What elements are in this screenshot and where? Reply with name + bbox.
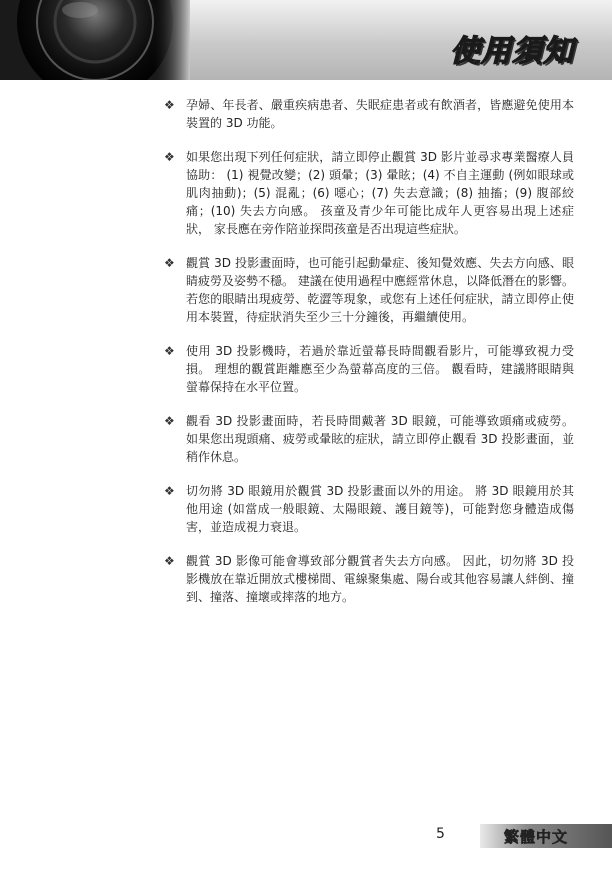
safety-notes-list [164, 96, 574, 622]
list-item [164, 342, 574, 396]
page-footer [0, 822, 612, 852]
language-tab [480, 824, 612, 848]
note-text: 觀賞 3D 影像可能會導致部分觀賞者失去方向感。 因此，切勿將 3D 投影機放在靠近開放式樓梯間、電線聚集處、陽台或其他容易讓人絆倒、撞到、撞落、撞壞或摔落的地方。 [186, 554, 574, 604]
page-header [0, 0, 612, 80]
diamond-bullet-icon: ❖ [164, 414, 175, 428]
diamond-bullet-icon: ❖ [164, 344, 175, 358]
note-text: 觀賞 3D 投影畫面時，也可能引起動暈症、後知覺效應、失去方向感、眼睛疲勞及姿勢不穩。 建議在使用過程中應經常休息，以降低潛在的影響。 若您的眼睛出現疲勞、乾澀等現象，或您有上述任何症狀，請立即停止使用本裝置，待症狀消失至少三十分鐘後，再繼續使用。 [186, 256, 574, 324]
list-item [164, 412, 574, 466]
list-item [164, 148, 574, 238]
list-item [164, 552, 574, 606]
page-title: 使用須知 [450, 34, 574, 69]
list-item [164, 96, 574, 132]
page-number: 5 [436, 826, 445, 842]
note-text: 切勿將 3D 眼鏡用於觀賞 3D 投影畫面以外的用途。 將 3D 眼鏡用於其他用途 (如當成一般眼鏡、太陽眼鏡、護目鏡等)，可能對您身體造成傷害，並造成視力衰退。 [186, 484, 574, 534]
note-text: 孕婦、年長者、嚴重疾病患者、失眠症患者或有飲酒者，皆應避免使用本裝置的 3D 功能。 [186, 98, 574, 130]
list-item [164, 482, 574, 536]
language-label: 繁體中文 [503, 828, 568, 846]
projector-lens-image [0, 0, 190, 80]
note-text: 如果您出現下列任何症狀，請立即停止觀賞 3D 影片並尋求專業醫療人員協助： (1) 視覺改變；(2) 頭暈；(3) 暈眩；(4) 不自主運動 (例如眼球或肌肉抽動)；(5) 混亂；(6) 噁心；(7) 失去意識；(8) 抽搐；(9) 腹部絞痛；(10) 失去方向感。 孩童及青少年可能比成年人更容易出現上述症狀， 家長應在旁作陪並探問孩童是否出現這些症狀。 [186, 150, 574, 236]
diamond-bullet-icon: ❖ [164, 554, 175, 568]
diamond-bullet-icon: ❖ [164, 98, 175, 112]
list-item [164, 254, 574, 326]
note-text: 觀看 3D 投影畫面時，若長時間戴著 3D 眼鏡，可能導致頭痛或疲勞。 如果您出現頭痛、疲勞或暈眩的症狀，請立即停止觀看 3D 投影畫面，並稍作休息。 [186, 414, 574, 464]
diamond-bullet-icon: ❖ [164, 150, 175, 164]
note-text: 使用 3D 投影機時，若過於靠近螢幕長時間觀看影片，可能導致視力受損。 理想的觀賞距離應至少為螢幕高度的三倍。 觀看時，建議將眼睛與螢幕保持在水平位置。 [186, 344, 574, 394]
diamond-bullet-icon: ❖ [164, 256, 175, 270]
diamond-bullet-icon: ❖ [164, 484, 175, 498]
